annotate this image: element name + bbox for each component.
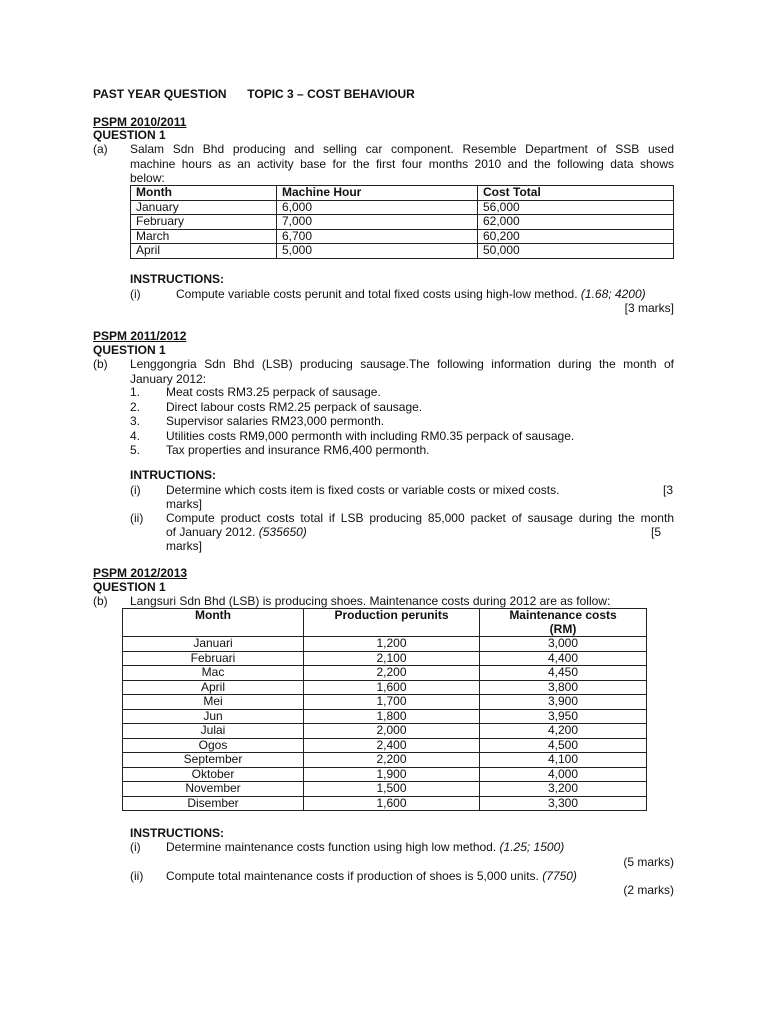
table-row	[131, 229, 674, 244]
maintenance-table-body	[123, 637, 647, 811]
question-text	[130, 357, 674, 386]
table-cell: Ogos	[123, 738, 304, 753]
table-cell: April	[123, 680, 304, 695]
table-cell: September	[123, 753, 304, 768]
table-cell: 4,000	[480, 767, 647, 782]
table-header: Month	[123, 609, 304, 637]
table-cell: 1,800	[304, 709, 480, 724]
answer-hint: (7750)	[542, 869, 577, 883]
table-header: Production perunits	[304, 609, 480, 637]
table-cell: Mac	[123, 666, 304, 681]
table-row	[131, 244, 674, 259]
table-cell: April	[131, 244, 277, 259]
table-row	[123, 680, 647, 695]
table-cell: 2,400	[304, 738, 480, 753]
list-item	[130, 429, 674, 444]
part-label: (a)	[93, 142, 108, 156]
question-text	[130, 142, 674, 186]
table-header	[480, 609, 647, 637]
table-header: Month	[131, 186, 277, 201]
list-text: Supervisor salaries RM23,000 permonth.	[166, 414, 385, 428]
answer-hint: (1.25; 1500)	[499, 840, 565, 854]
marks-label: (5 marks)	[623, 855, 674, 869]
list-number: 2.	[130, 399, 141, 414]
table-cell: 5,000	[277, 244, 478, 259]
sub-question-number: (i)	[130, 287, 141, 301]
list-item	[130, 443, 674, 458]
table-cell: February	[131, 215, 277, 230]
question-heading: QUESTION 1	[93, 580, 166, 594]
table-cell: 1,900	[304, 767, 480, 782]
table-cell: 6,000	[277, 200, 478, 215]
answer-hint: (1.68; 4200)	[580, 287, 646, 301]
table-cell: 2,100	[304, 651, 480, 666]
table-cell: 4,450	[480, 666, 647, 681]
table-cell: 56,000	[478, 200, 674, 215]
table-cell: Januari	[123, 637, 304, 652]
table-row	[123, 637, 647, 652]
question-line: Salam Sdn Bhd producing and selling car component. Resemble Department of SSB used	[130, 142, 674, 156]
list-number: 5.	[130, 443, 141, 457]
cost-item-list	[130, 385, 674, 458]
instructions-title: INTRUCTIONS:	[130, 468, 216, 482]
sub-question-number: (i)	[130, 483, 141, 497]
table-cell: 3,000	[480, 637, 647, 652]
list-item	[130, 414, 674, 429]
machine-hour-table	[130, 185, 674, 259]
maintenance-costs-table	[122, 608, 647, 811]
marks-label-part: marks]	[166, 497, 202, 511]
session-heading-2010: PSPM 2010/2011	[93, 115, 187, 129]
sub-question-body: Determine maintenance costs function using high low method.	[166, 840, 497, 854]
table-cell: Disember	[123, 796, 304, 811]
table-header-line: Maintenance costs	[509, 608, 617, 622]
question-line: January 2012:	[130, 371, 207, 386]
table-cell: 3,200	[480, 782, 647, 797]
header-left: PAST YEAR QUESTION	[93, 87, 227, 101]
table-cell: 4,400	[480, 651, 647, 666]
table-row	[123, 651, 647, 666]
list-number: 1.	[130, 385, 141, 399]
session-heading-2012: PSPM 2012/2013	[93, 566, 188, 580]
list-text: Direct labour costs RM2.25 perpack of sausage.	[166, 399, 423, 414]
marks-label: [3 marks]	[624, 301, 674, 315]
question-line: Lenggongria Sdn Bhd (LSB) producing sausage.The following information during the month of	[130, 357, 674, 371]
part-label: (b)	[93, 594, 108, 608]
table-row	[123, 738, 647, 753]
table-cell: 4,100	[480, 753, 647, 768]
table-cell: 2,000	[304, 724, 480, 739]
marks-label-part: [5	[651, 525, 662, 539]
table-cell: 3,800	[480, 680, 647, 695]
page-header	[93, 87, 415, 102]
list-text: Tax properties and insurance RM6,400 permonth.	[166, 443, 430, 457]
table-row	[131, 215, 674, 230]
sub-question-body: Compute variable costs perunit and total fixed costs using high-low method.	[176, 287, 578, 301]
list-number: 4.	[130, 428, 141, 443]
table-row	[131, 200, 674, 215]
table-cell: November	[123, 782, 304, 797]
question-heading: QUESTION 1	[93, 128, 166, 142]
table-cell: 1,200	[304, 637, 480, 652]
table-cell: 60,200	[478, 229, 674, 244]
list-number: 3.	[130, 414, 141, 428]
sub-question-text: Determine which costs item is fixed costs or variable costs or mixed costs.	[166, 483, 560, 497]
sub-question-number: (i)	[130, 840, 141, 854]
table-cell: 62,000	[478, 215, 674, 230]
table-header: Cost Total	[478, 186, 674, 201]
table-cell: 50,000	[478, 244, 674, 259]
list-text: Meat costs RM3.25 perpack of sausage.	[166, 385, 381, 399]
table-row	[123, 796, 647, 811]
sub-question-body: Compute total maintenance costs if production of shoes is 5,000 units.	[166, 869, 539, 883]
table-cell: 3,300	[480, 796, 647, 811]
table-cell: Oktober	[123, 767, 304, 782]
table-header-line: (RM)	[549, 621, 577, 636]
table-header: Machine Hour	[277, 186, 478, 201]
sub-question-text	[166, 840, 564, 855]
sub-question-text: Compute product costs total if LSB producing 85,000 packet of sausage during the month	[166, 511, 674, 525]
table-row	[123, 724, 647, 739]
table-row	[123, 666, 647, 681]
table-cell: 2,200	[304, 666, 480, 681]
question-heading: QUESTION 1	[93, 343, 166, 357]
question-line: machine hours as an activity base for the first four months 2010 and the following data shows	[130, 156, 674, 171]
table-cell: 3,950	[480, 709, 647, 724]
table-cell: 3,900	[480, 695, 647, 710]
table-cell: 6,700	[277, 229, 478, 244]
table-cell: 1,700	[304, 695, 480, 710]
table-cell: 1,600	[304, 796, 480, 811]
table-cell: 1,500	[304, 782, 480, 797]
session-heading-2011: PSPM 2011/2012	[93, 329, 187, 343]
table-cell: Februari	[123, 651, 304, 666]
table-row	[123, 695, 647, 710]
sub-question-number: (ii)	[130, 511, 144, 525]
table-cell: Mei	[123, 695, 304, 710]
instructions-title: INSTRUCTIONS:	[130, 272, 224, 286]
marks-label-part: marks]	[166, 539, 202, 553]
table-cell: January	[131, 200, 277, 215]
table-row	[123, 767, 647, 782]
table-cell: 2,200	[304, 753, 480, 768]
sub-question-text	[166, 525, 307, 540]
table-header-row	[131, 186, 674, 201]
marks-label: (2 marks)	[623, 883, 674, 897]
table-cell: 1,600	[304, 680, 480, 695]
table-row	[123, 782, 647, 797]
list-item	[130, 400, 674, 415]
table-row	[123, 753, 647, 768]
question-line: below:	[130, 171, 165, 185]
instructions-title: INSTRUCTIONS:	[130, 826, 224, 840]
table-cell: 7,000	[277, 215, 478, 230]
list-text: Utilities costs RM9,000 permonth with including RM0.35 perpack of sausage.	[166, 428, 575, 443]
table-cell: 4,200	[480, 724, 647, 739]
table-cell: March	[131, 229, 277, 244]
answer-hint: (535650)	[258, 525, 307, 539]
table-cell: 4,500	[480, 738, 647, 753]
table-cell: Julai	[123, 724, 304, 739]
table-header-row	[123, 609, 647, 637]
part-label: (b)	[93, 357, 108, 371]
sub-question-number: (ii)	[130, 869, 144, 883]
sub-question-text	[176, 287, 646, 302]
header-right: TOPIC 3 – COST BEHAVIOUR	[247, 87, 415, 101]
sub-question-text	[166, 869, 577, 884]
list-item	[130, 385, 674, 400]
question-text: Langsuri Sdn Bhd (LSB) is producing shoes. Maintenance costs during 2012 are as follow:	[130, 594, 611, 608]
table-row	[123, 709, 647, 724]
sub-question-body: of January 2012.	[166, 525, 256, 539]
marks-label-part: [3	[663, 483, 674, 497]
table-cell: Jun	[123, 709, 304, 724]
